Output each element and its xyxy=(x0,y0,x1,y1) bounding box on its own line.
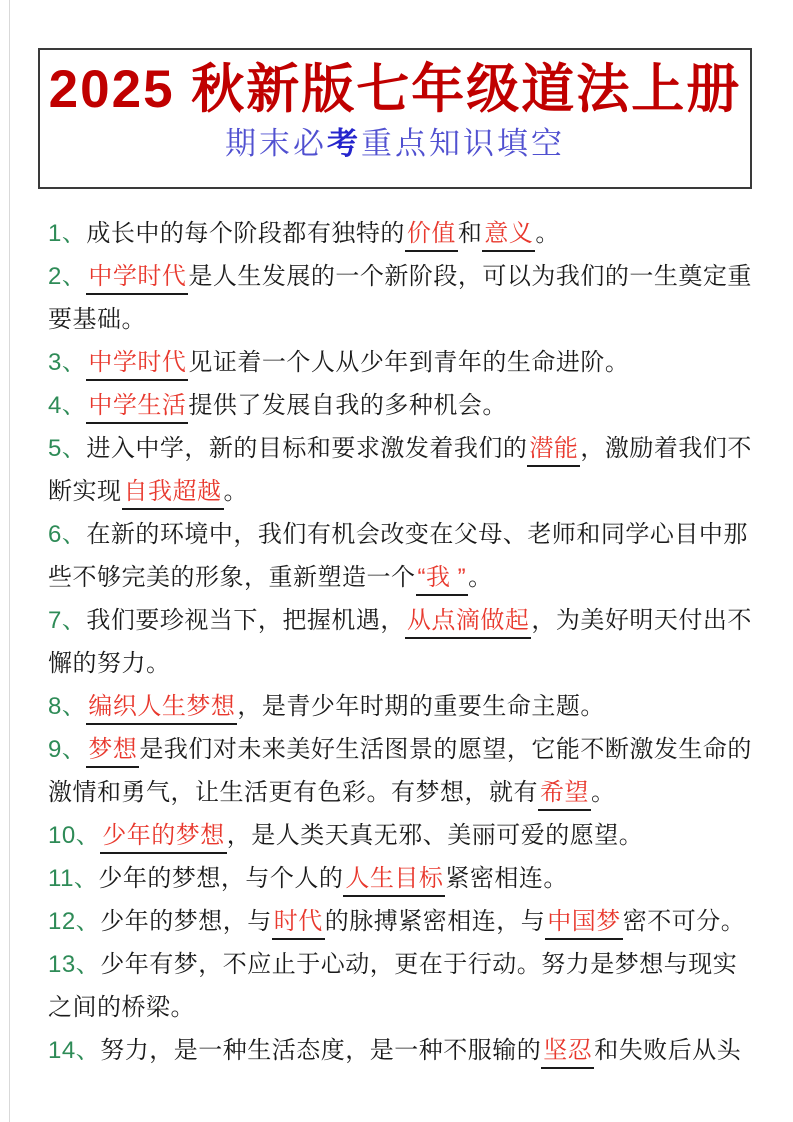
item-text: 是人生发展的一个新阶段，可以为我们的一生奠定重要基础。 xyxy=(48,263,752,333)
item-number: 7、 xyxy=(48,607,87,634)
keyword-blank: 时代 xyxy=(272,908,325,940)
item-number: 11、 xyxy=(48,865,99,892)
page-edge-line xyxy=(9,0,10,1122)
list-item xyxy=(48,1029,758,1072)
keyword-blank: 人生目标 xyxy=(343,865,445,897)
keyword-blank: 希望 xyxy=(538,779,591,811)
item-number: 8、 xyxy=(48,693,87,720)
keyword-blank: “我 ” xyxy=(416,564,469,596)
list-item xyxy=(48,900,758,943)
item-text: 。 xyxy=(535,220,560,247)
title-box xyxy=(38,48,752,189)
item-number: 10、 xyxy=(48,822,101,849)
item-text: 少年有梦，不应止于心动，更在于行动。努力是梦想与现实之间的桥梁。 xyxy=(48,951,738,1021)
keyword-blank: 编织人生梦想 xyxy=(86,693,237,725)
item-text: 进入中学，新的目标和要求激发着我们的 xyxy=(86,435,528,462)
keyword-blank: 价值 xyxy=(405,220,458,252)
item-text: 努力，是一种生活态度，是一种不服输的 xyxy=(100,1037,542,1064)
keyword-blank: 从点滴做起 xyxy=(405,607,532,639)
item-number: 2、 xyxy=(48,263,87,290)
keyword-blank: 少年的梦想 xyxy=(100,822,227,854)
item-text: 在新的环境中，我们有机会改变在父母、老师和同学心目中那些不够完美的形象，重新塑造一个 xyxy=(48,521,748,591)
item-text: 。 xyxy=(468,564,493,591)
item-text: 。 xyxy=(223,478,248,505)
item-text: 少年的梦想，与个人的 xyxy=(98,865,344,892)
keyword-blank: 中学时代 xyxy=(86,263,188,295)
item-number: 1、 xyxy=(48,220,87,247)
item-text: 的脉搏紧密相连，与 xyxy=(324,908,546,935)
subtitle-prefix: 期末必 xyxy=(225,125,327,161)
list-item xyxy=(48,685,758,728)
item-text: 是我们对未来美好生活图景的愿望，它能不断激发生命的激情和勇气，让生活更有色彩。有梦想，就有 xyxy=(48,736,752,806)
item-text: ，为美好明天付出不懈的努力。 xyxy=(48,607,752,677)
item-text: 。 xyxy=(591,779,616,806)
item-text: 提供了发展自我的多种机会。 xyxy=(188,392,507,419)
list-item xyxy=(48,599,758,685)
item-number: 12、 xyxy=(48,908,101,935)
item-number: 3、 xyxy=(48,349,87,376)
item-number: 4、 xyxy=(48,392,87,419)
keyword-blank: 意义 xyxy=(482,220,535,252)
item-text: ，是人类天真无邪、美丽可爱的愿望。 xyxy=(226,822,644,849)
item-text: ，激励着我们不断实现 xyxy=(48,435,752,505)
keyword-blank: 坚忍 xyxy=(541,1037,594,1069)
item-number: 14、 xyxy=(48,1037,101,1064)
item-text: 密不可分。 xyxy=(622,908,746,935)
list-item xyxy=(48,857,758,900)
keyword-blank: 梦想 xyxy=(86,736,139,768)
item-text: 少年的梦想，与 xyxy=(100,908,272,935)
subtitle-emphasis: 考 xyxy=(327,125,361,161)
item-text: 见证着一个人从少年到青年的生命进阶。 xyxy=(188,349,630,376)
item-number: 9、 xyxy=(48,736,87,763)
item-text: 和 xyxy=(457,220,483,247)
keyword-blank: 中学时代 xyxy=(86,349,188,381)
item-text: 成长中的每个阶段都有独特的 xyxy=(86,220,405,247)
subtitle-suffix: 重点知识填空 xyxy=(361,125,565,161)
knowledge-list xyxy=(48,212,758,1072)
list-item xyxy=(48,943,758,1029)
list-item xyxy=(48,728,758,814)
keyword-blank: 中学生活 xyxy=(86,392,188,424)
list-item xyxy=(48,341,758,384)
list-item xyxy=(48,212,758,255)
list-item xyxy=(48,814,758,857)
item-number: 6、 xyxy=(48,521,87,548)
document-subtitle xyxy=(40,127,750,161)
keyword-blank: 自我超越 xyxy=(122,478,224,510)
item-text: 我们要珍视当下，把握机遇， xyxy=(86,607,405,634)
list-item xyxy=(48,427,758,513)
item-text: 紧密相连。 xyxy=(445,865,568,892)
document-title: 2025 秋新版七年级道法上册 xyxy=(48,60,742,119)
item-number: 13、 xyxy=(48,951,101,978)
list-item xyxy=(48,513,758,599)
list-item xyxy=(48,384,758,427)
item-number: 5、 xyxy=(48,435,87,462)
keyword-blank: 中国梦 xyxy=(545,908,623,940)
list-item xyxy=(48,255,758,341)
item-text: ，是青少年时期的重要生命主题。 xyxy=(237,693,605,720)
keyword-blank: 潜能 xyxy=(527,435,580,467)
item-text: 和失败后从头 xyxy=(594,1037,742,1064)
